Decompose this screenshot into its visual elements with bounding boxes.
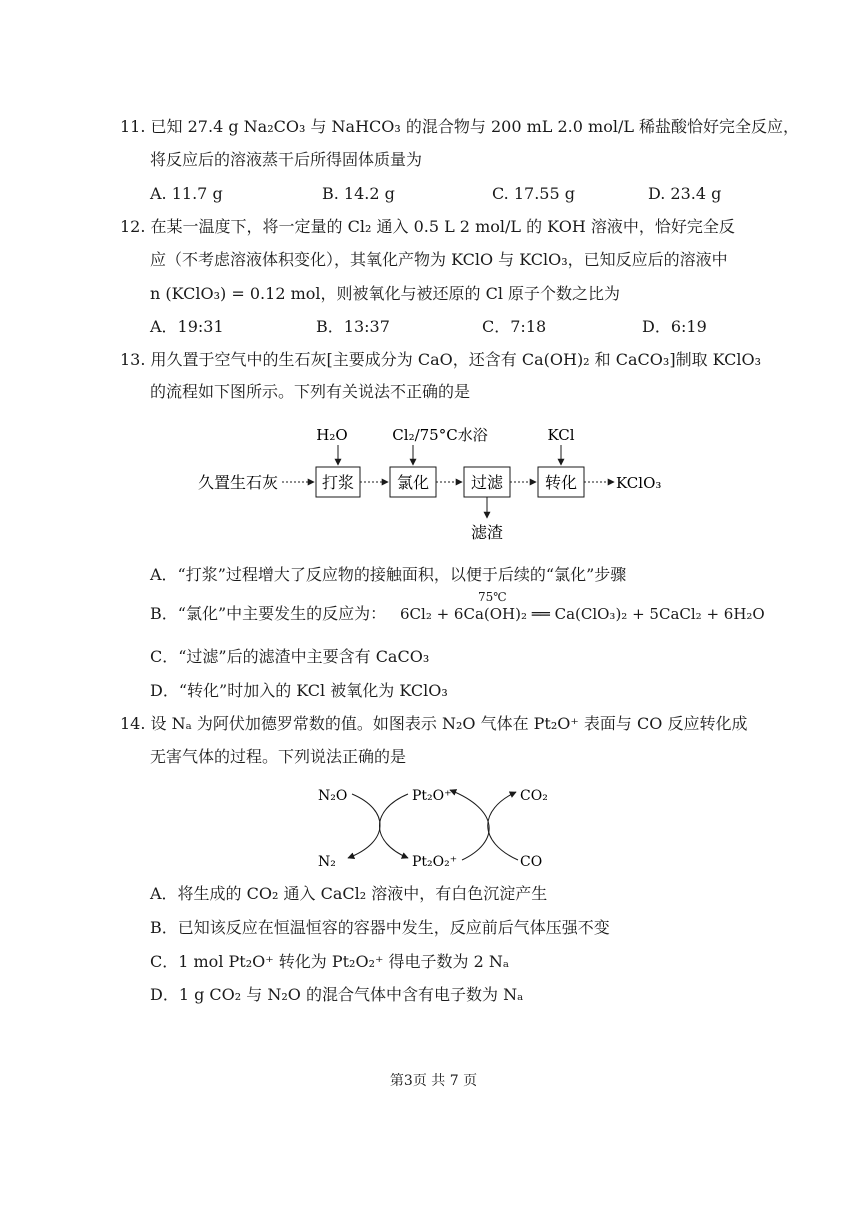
cycle-arc-pt2o-to-pt2o2 [380,794,409,858]
q14-option-c: C．1 mol Pt₂O⁺ 转化为 Pt₂O₂⁺ 得电子数为 2 Nₐ [150,952,510,971]
cycle-co2: CO₂ [520,788,548,804]
q12-line1: 12. 在某一温度下，将一定量的 Cl₂ 通入 0.5 L 2 mol/L 的 KOH 溶液中，恰好完全反 [120,217,735,236]
q13-option-b-condition: 75℃ [478,590,507,604]
flow-input-water: H₂O [316,426,348,444]
kclo3-flow-diagram [190,420,710,550]
q14-line1: 14. 设 Nₐ 为阿伏加德罗常数的值。如图表示 N₂O 气体在 Pt₂O⁺ 表面与 CO 反应转化成 [120,714,748,733]
q11-option-c: C. 17.55 g [492,184,575,203]
q11-line1: 11. 已知 27.4 g Na₂CO₃ 与 NaHCO₃ 的混合物与 200 mL 2.0 mol/L 稀盐酸恰好完全反应， [120,117,800,136]
cycle-pt2o: Pt₂O⁺ [412,788,452,804]
flow-product: KClO₃ [616,474,662,492]
q13-line2: 的流程如下图所示。下列有关说法不正确的是 [150,382,471,401]
q11-option-b: B. 14.2 g [322,184,395,203]
q11-option-a: A. 11.7 g [150,184,223,203]
flow-start-label: 久置生石灰 [198,473,279,492]
cycle-pt2o2: Pt₂O₂⁺ [412,854,458,870]
q11-line2: 将反应后的溶液蒸干后所得固体质量为 [150,150,423,169]
flow-step-3: 过滤 [470,473,504,492]
q12-option-c: C．7:18 [482,317,547,336]
flow-step-4: 转化 [544,473,578,492]
q13-option-b-prefix: B．“氯化”中主要发生的反应为： [150,604,387,623]
cycle-arc-co-to-co2 [488,792,518,860]
flow-input-kcl: KCl [547,426,575,444]
q13-line1: 13. 用久置于空气中的生石灰[主要成分为 CaO，还含有 Ca(OH)₂ 和 CaCO₃]制取 KClO₃ [120,350,762,369]
cycle-co: CO [520,854,543,870]
flow-residue: 滤渣 [470,523,504,542]
q13-option-a: A．“打浆”过程增大了反应物的接触面积，以便于后续的“氯化”步骤 [150,565,627,584]
q12-line2: 应（不考虑溶液体积变化），其氧化产物为 KClO 与 KClO₃，已知反应后的溶液中 [150,250,728,269]
q13-option-b-equation: 6Cl₂ + 6Ca(OH)₂ ══ Ca(ClO₃)₂ + 5CaCl₂ + 6H₂O [400,605,765,623]
flow-step-2: 氯化 [396,473,430,492]
cycle-n2o: N₂O [318,788,348,804]
page-footer: 第3页 共 7 页 [389,1073,478,1089]
q13-option-c: C．“过滤”后的滤渣中主要含有 CaCO₃ [150,647,430,666]
q12-option-d: D．6:19 [642,317,707,336]
cycle-arc-n2o-to-n2 [348,794,380,858]
flow-input-cl2: Cl₂/75°C水浴 [392,426,488,444]
q12-option-b: B．13:37 [316,317,390,336]
q14-option-a: A．将生成的 CO₂ 通入 CaCl₂ 溶液中，有白色沉淀产生 [150,884,548,903]
q14-option-b: B．已知该反应在恒温恒容的容器中发生，反应前后气体压强不变 [150,918,610,937]
catalytic-cycle-diagram [300,780,580,875]
q14-option-d: D．1 g CO₂ 与 N₂O 的混合气体中含有电子数为 Nₐ [150,985,524,1004]
q12-option-a: A．19:31 [150,317,224,336]
q14-line2: 无害气体的过程。下列说法正确的是 [150,747,407,766]
cycle-n2: N₂ [318,854,336,870]
q13-option-d: D．“转化”时加入的 KCl 被氧化为 KClO₃ [150,681,448,700]
q12-line3: n (KClO₃) = 0.12 mol，则被氧化与被还原的 Cl 原子个数之比为 [150,284,621,303]
flow-step-1: 打浆 [321,473,355,492]
cycle-arc-pt2o2-to-pt2o [450,790,489,860]
q11-option-d: D. 23.4 g [648,184,722,203]
